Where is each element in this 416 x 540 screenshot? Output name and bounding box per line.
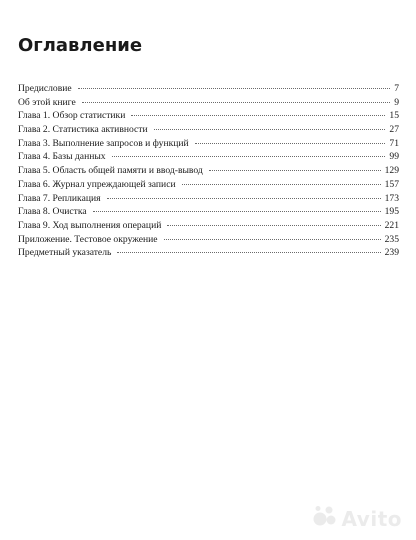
toc-entry-page: 71	[389, 137, 399, 149]
dot-leader	[154, 128, 386, 130]
toc-entry	[18, 150, 399, 164]
toc-entry-page: 173	[384, 192, 399, 204]
dot-leader	[107, 197, 381, 199]
toc-entry-page: 27	[389, 124, 399, 136]
dot-leader	[164, 238, 381, 240]
toc-entry	[18, 192, 399, 206]
avito-logo-icon	[312, 505, 338, 532]
toc-entry	[18, 246, 399, 260]
toc-entry-title: Глава 4. Базы данных	[18, 151, 106, 163]
toc-entry-page: 221	[384, 219, 399, 231]
toc-entry-title: Предисловие	[18, 83, 72, 94]
toc-entry-page: 129	[384, 165, 399, 177]
dot-leader	[78, 87, 391, 89]
toc-entry-page: 157	[384, 178, 399, 190]
toc-entry-page: 239	[384, 247, 399, 259]
toc-entry	[18, 205, 399, 219]
toc-entry-page: 99	[389, 151, 399, 163]
toc-entry	[18, 178, 399, 192]
toc-entry-title: Глава 3. Выполнение запросов и функций	[18, 137, 189, 149]
dot-leader	[112, 155, 386, 157]
toc-entry-title: Глава 9. Ход выполнения операций	[18, 219, 162, 231]
toc-entry-page: 15	[389, 110, 399, 122]
toc-entry-title: Глава 7. Репликация	[18, 192, 101, 204]
toc-entry-title: Глава 8. Очистка	[18, 206, 87, 218]
toc-entry-title: Об этой книге	[18, 96, 76, 108]
toc-entry	[18, 164, 399, 178]
dot-leader	[195, 142, 386, 144]
dot-leader	[131, 114, 385, 116]
dot-leader	[117, 251, 380, 253]
toc-entry-page: 195	[384, 206, 399, 218]
dot-leader	[167, 224, 380, 226]
toc-entry	[18, 123, 399, 137]
toc-entry-title: Глава 6. Журнал упреждающей записи	[18, 178, 176, 190]
toc-entry-title: Приложение. Тестовое окружение	[18, 233, 158, 245]
toc-entry-title: Глава 5. Область общей памяти и ввод-вывод	[18, 165, 203, 177]
dot-leader	[82, 101, 390, 103]
toc-entry	[18, 137, 399, 151]
toc-entry	[18, 96, 399, 110]
dot-leader	[182, 183, 381, 185]
toc-entry-page: 7	[394, 83, 399, 94]
page-title: Оглавление	[18, 35, 143, 56]
toc-entry	[18, 109, 399, 123]
toc-entry-title: Глава 1. Обзор статистики	[18, 110, 126, 122]
toc-entry	[18, 233, 399, 247]
table-of-contents	[18, 82, 399, 260]
watermark-text: Avito	[341, 506, 402, 531]
dot-leader	[93, 210, 381, 212]
toc-entry-page: 235	[384, 233, 399, 245]
toc-entry-title: Предметный указатель	[18, 247, 112, 259]
toc-entry	[18, 219, 399, 233]
dot-leader	[209, 169, 381, 171]
watermark	[312, 505, 402, 532]
toc-entry	[18, 82, 399, 96]
toc-entry-title: Глава 2. Статистика активности	[18, 124, 148, 136]
toc-entry-page: 9	[394, 96, 399, 108]
